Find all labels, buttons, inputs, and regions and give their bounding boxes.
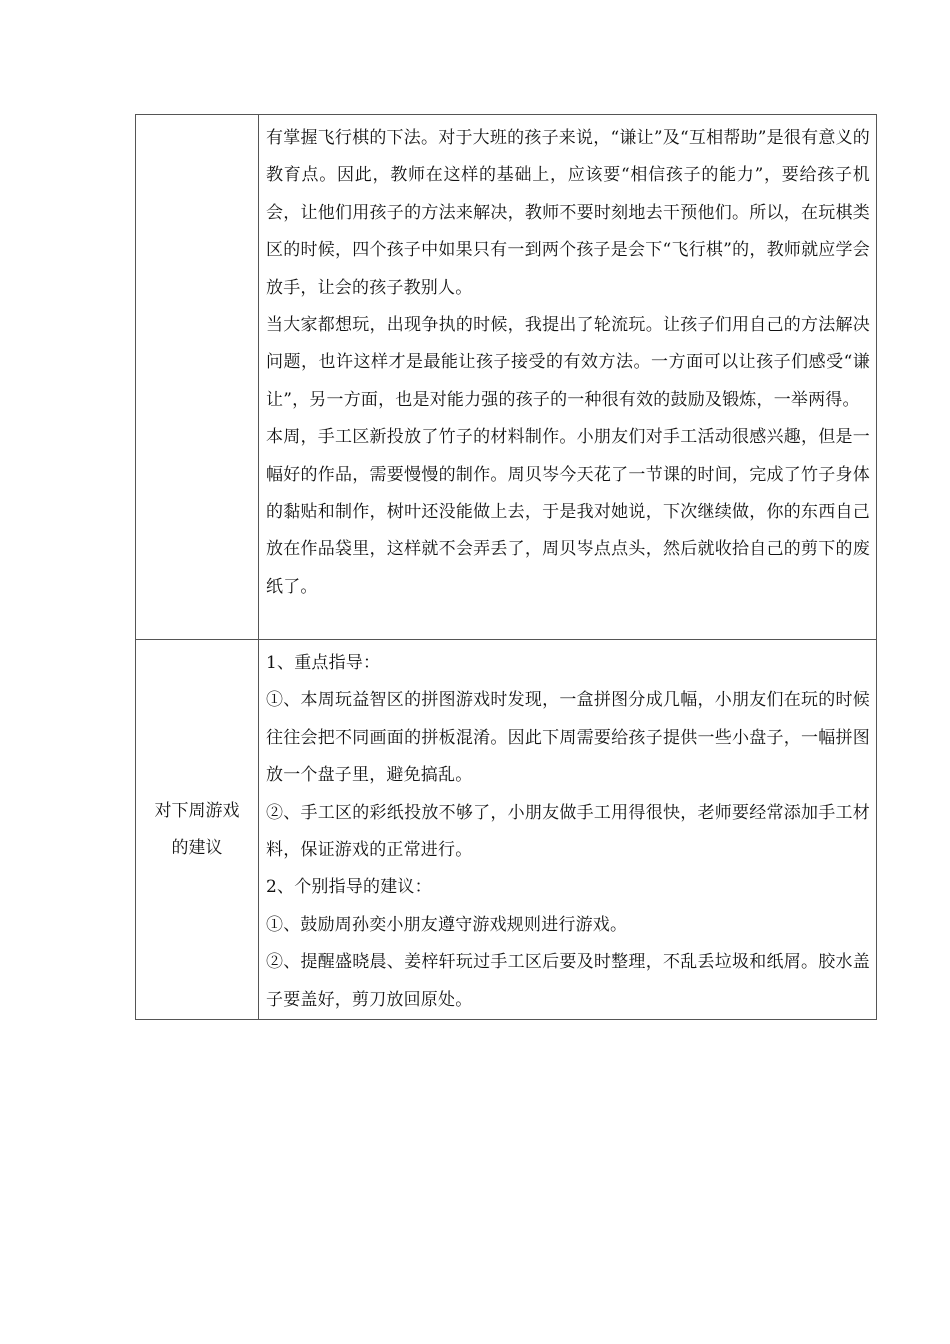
row-content-cell [259,640,877,1020]
paragraph: ②、提醒盛晓晨、姜梓轩玩过手工区后要及时整理，不乱丢垃圾和纸屑。胶水盖子要盖好，剪刀放回原处。 [266,952,870,1010]
table-row [136,640,877,1020]
table-row [136,115,877,640]
paragraph: ①、鼓励周孙奕小朋友遵守游戏规则进行游戏。 [266,914,628,935]
paragraph: ①、本周玩益智区的拼图游戏时发现，一盒拼图分成几幅，小朋友们在玩的时候往往会把不同画面的拼板混淆。因此下周需要给孩子提供一些小盘子，一幅拼图放一个盘子里，避免搞乱。 [266,690,870,786]
row-label-cell [136,640,259,1020]
row-label-cell [136,115,259,640]
paragraph: 有掌握飞行棋的下法。对于大班的孩子来说，“谦让”及“互相帮助”是很有意义的教育点。因此，教师在这样的基础上，应该要“相信孩子的能力”，要给孩子机会，让他们用孩子的方法来解决，教师不要时刻地去干预他们。所以，在玩棋类区的时候，四个孩子中如果只有一到两个孩子是会下“飞行棋”的，教师就应学会放手，让会的孩子教别人。 [266,128,870,298]
row-content-cell [259,115,877,640]
section-heading: 1、重点指导： [266,653,381,673]
paragraph: 当大家都想玩，出现争执的时候，我提出了轮流玩。让孩子们用自己的方法解决问题，也许这样才是最能让孩子接受的有效方法。一方面可以让孩子们感受“谦让”，另一方面，也是对能力强的孩子的一种很有效的鼓励及锻炼，一举两得。 [266,315,870,410]
paragraph: ②、手工区的彩纸投放不够了，小朋友做手工用得很快，老师要经常添加手工材料，保证游戏的正常进行。 [266,802,870,861]
observation-table [135,114,877,1020]
paragraph: 本周，手工区新投放了竹子的材料制作。小朋友们对手工活动很感兴趣，但是一幅好的作品，需要慢慢的制作。周贝岑今天花了一节课的时间，完成了竹子身体的黏贴和制作，树叶还没能做上去，于是我对她说，下次继续做，你的东西自己放在作品袋里，这样就不会弄丢了，周贝岑点点头，然后就收拾自己的剪下的废纸了。 [266,427,870,597]
row-label: 对下周游戏的建议 [154,800,240,858]
section-heading: 2、个别指导的建议： [266,877,432,898]
